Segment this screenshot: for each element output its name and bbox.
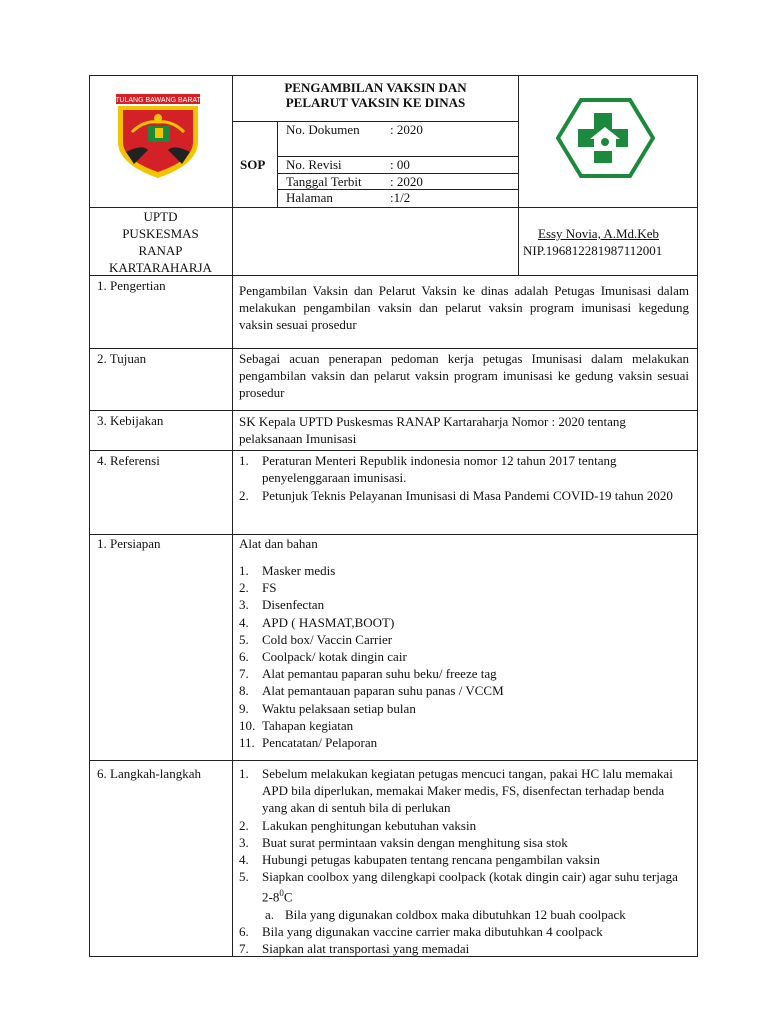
- label-referensi: 4. Referensi: [97, 453, 160, 468]
- signer-name: Essy Novia, A.Md.Keb: [538, 226, 659, 241]
- sop-column-divider: [277, 121, 278, 207]
- meta-halaman-value: :1/2: [390, 190, 411, 205]
- item-text: Petunjuk Teknis Pelayanan Imunisasi di Masa Pandemi COVID-19 tahun 2020: [262, 488, 673, 504]
- org-name-line1: UPTD: [143, 209, 178, 224]
- item-text: Sebelum melakukan kegiatan petugas mencuci tangan, pakai HC lalu memakai APD bila diperlukan, memakai Maker medis, FS, disenfectan terhadap benda yang akan di sentuh bila di perlukan: [262, 766, 673, 816]
- item-text: Waktu pelaksaan setiap bulan: [262, 700, 416, 716]
- item-number: 10.: [239, 717, 256, 733]
- langkah-item: [239, 868, 687, 906]
- item-text: Siapkan alat transportasi yang memadai: [262, 941, 470, 957]
- referensi-top-border: [89, 450, 698, 451]
- item-number: 7.: [239, 666, 249, 682]
- item-text: Cold box/ Vaccin Carrier: [262, 631, 393, 647]
- meta-tanggal-terbit-value: : 2020: [390, 174, 423, 189]
- label-kebijakan: 3. Kebijakan: [97, 413, 164, 428]
- langkah-item: [239, 940, 687, 957]
- meta-tanggal-terbit-label: Tanggal Terbit: [286, 174, 362, 189]
- tulang-bawang-barat-logo: [114, 92, 202, 180]
- persiapan-list: [239, 562, 504, 751]
- label-pengertian: 1. Pengertian: [97, 278, 166, 293]
- langkah-item: [239, 817, 687, 834]
- item-number: 11.: [239, 735, 255, 751]
- label-column-divider: [232, 75, 233, 957]
- label-tujuan: 2. Tujuan: [97, 351, 147, 366]
- item-number: 9.: [239, 700, 249, 716]
- persiapan-item: [239, 614, 504, 631]
- item-text: Tahapan kegiatan: [262, 717, 354, 733]
- temperature-unit: C: [283, 889, 293, 905]
- persiapan-item: [239, 562, 504, 579]
- table-right-border: [697, 75, 698, 957]
- sop-title-line2: PELARUT VAKSIN KE DINAS: [285, 95, 466, 110]
- persiapan-item: [239, 665, 504, 682]
- item-number: 7.: [239, 941, 249, 957]
- langkah-item: [239, 851, 687, 868]
- tujuan-text: Sebagai acuan penerapan pedoman kerja petugas Imunisasi dalam melakukan pengambilan vaksin dan pelarut vaksin program imunisasi ke gedung vaksin sesuai prosedur: [239, 351, 689, 400]
- referensi-item: [239, 487, 684, 504]
- persiapan-item: [239, 734, 504, 751]
- org-name-line4: KARTARAHARJA: [109, 260, 212, 275]
- referensi-list: [239, 452, 684, 505]
- meta-no-dokumen-value: : 2020: [390, 122, 423, 137]
- persiapan-item: [239, 700, 504, 717]
- item-text: Disenfectan: [262, 597, 325, 613]
- langkah-subitem: [239, 906, 687, 923]
- persiapan-item: [239, 579, 504, 596]
- title-bottom-border: [232, 121, 519, 122]
- item-text: Peraturan Menteri Republik indonesia nomor 12 tahun 2017 tentang penyelenggaraan imunisasi.: [262, 453, 617, 486]
- item-text: FS: [262, 580, 277, 596]
- meta-halaman-label: Halaman: [286, 190, 333, 205]
- item-text: Bila yang digunakan vaccine carrier maka dibutuhkan 4 coolpack: [262, 924, 603, 940]
- item-number: 5.: [239, 631, 249, 647]
- meta-no-dokumen-label: No. Dokumen: [286, 122, 360, 137]
- persiapan-heading: Alat dan bahan: [239, 536, 318, 551]
- item-text: Masker medis: [262, 563, 336, 578]
- persiapan-item: [239, 596, 504, 613]
- tujuan-top-border: [89, 348, 698, 349]
- item-text: Alat pemantau paparan suhu beku/ freeze tag: [262, 666, 497, 682]
- persiapan-item: [239, 682, 504, 699]
- langkah-list: [239, 765, 687, 958]
- degree-superscript: 0: [279, 888, 284, 899]
- org-name-line2: PUSKESMAS: [122, 226, 199, 241]
- item-number: 2.: [239, 580, 249, 596]
- persiapan-item: [239, 648, 504, 665]
- item-number: 1.: [239, 766, 249, 781]
- persiapan-top-border: [89, 534, 698, 535]
- label-persiapan: 1. Persiapan: [97, 536, 161, 551]
- label-langkah: 6. Langkah-langkah: [97, 766, 201, 781]
- item-number: 1.: [239, 563, 249, 578]
- langkah-item: [239, 834, 687, 851]
- kebijakan-text: SK Kepala UPTD Puskesmas RANAP Kartaraharja Nomor : 2020 tentang pelaksanaan Imunisasi: [239, 414, 626, 446]
- item-number: 2.: [239, 817, 249, 833]
- item-number: 4.: [239, 852, 249, 868]
- item-text: Coolpack/ kotak dingin cair: [262, 649, 407, 665]
- item-number: 8.: [239, 683, 249, 699]
- item-text: Hubungi petugas kabupaten tentang rencana pengambilan vaksin: [262, 852, 600, 868]
- signer-nip: NIP.196812281987112001: [523, 243, 663, 258]
- item-text: APD ( HASMAT,BOOT): [262, 614, 395, 630]
- kebijakan-top-border: [89, 410, 698, 411]
- item-number: 6.: [239, 649, 249, 665]
- item-number: 4.: [239, 614, 249, 630]
- item-number: 3.: [239, 597, 249, 613]
- item-text: Pencatatan/ Pelaporan: [262, 735, 378, 751]
- table-top-border: [89, 75, 698, 76]
- item-text: Alat pemantauan paparan suhu panas / VCCM: [262, 683, 504, 699]
- subitem-text: Bila yang digunakan coldbox maka dibutuhkan 12 buah coolpack: [285, 906, 626, 922]
- persiapan-item: [239, 631, 504, 648]
- referensi-item: [239, 452, 684, 486]
- item-number: 3.: [239, 834, 249, 850]
- item-number: 5.: [239, 869, 249, 885]
- item-number: 6.: [239, 924, 249, 940]
- logo-left-label: TULANG BAWANG BARAT: [115, 97, 201, 104]
- item-text: Siapkan coolbox yang dilengkapi coolpack (kotak dingin cair) agar suhu terjaga 2-8: [262, 869, 678, 905]
- item-number: 2.: [239, 488, 249, 504]
- item-text: Lakukan penghitungan kebutuhan vaksin: [262, 817, 477, 833]
- sop-label: SOP: [240, 157, 266, 172]
- item-number: 1.: [239, 453, 249, 468]
- sop-title-line1: PENGAMBILAN VAKSIN DAN: [284, 80, 467, 95]
- subitem-letter: a.: [265, 906, 275, 922]
- puskesmas-logo: [556, 97, 655, 179]
- org-name-line3: RANAP: [138, 243, 183, 258]
- item-text: Buat surat permintaan vaksin dengan menghitung sisa stok: [262, 834, 568, 850]
- meta-no-revisi-label: No. Revisi: [286, 157, 342, 172]
- persiapan-item: [239, 717, 504, 734]
- meta-no-revisi-value: : 00: [390, 157, 410, 172]
- langkah-top-border: [89, 760, 698, 761]
- langkah-item: [239, 765, 687, 817]
- langkah-item: [239, 923, 687, 940]
- pengertian-text: Pengambilan Vaksin dan Pelarut Vaksin ke dinas adalah Petugas Imunisasi dalam melakukan pengambilan vaksin dan pelarut vaksin program imunisasi kegedung vaksin sesuai prosedur: [239, 283, 689, 332]
